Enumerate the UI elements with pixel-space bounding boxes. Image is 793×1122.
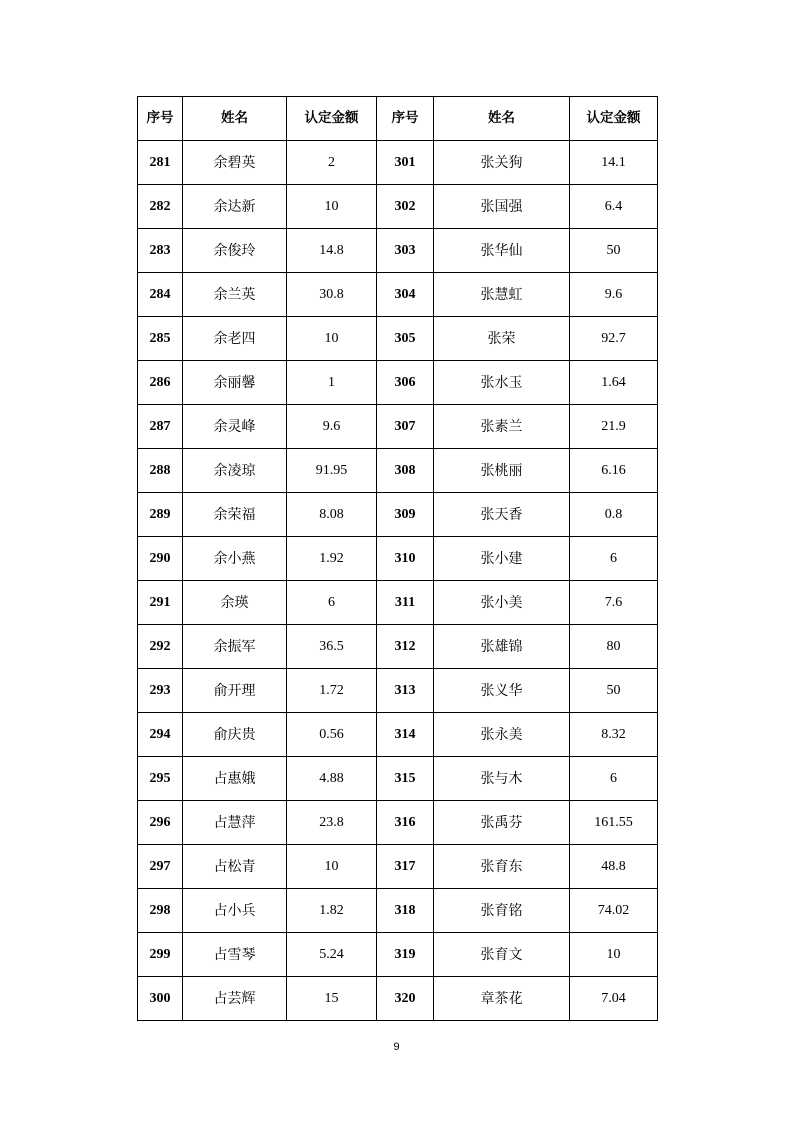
person-name-right: 张天香 (434, 493, 570, 537)
person-name-right: 张育东 (434, 845, 570, 889)
recognized-amount-left: 91.95 (287, 449, 377, 493)
person-name-right: 张与木 (434, 757, 570, 801)
table-row (138, 185, 658, 229)
serial-number-right: 313 (377, 669, 434, 713)
serial-number-right: 318 (377, 889, 434, 933)
recognized-amount-right: 7.6 (570, 581, 658, 625)
header-amount-right: 认定金额 (570, 97, 658, 141)
serial-number-right: 303 (377, 229, 434, 273)
serial-number-left: 284 (138, 273, 183, 317)
person-name-right: 张国强 (434, 185, 570, 229)
recognized-amount-left: 1.72 (287, 669, 377, 713)
person-name-left: 余俊玲 (183, 229, 287, 273)
recognized-amount-right: 80 (570, 625, 658, 669)
person-name-right: 张素兰 (434, 405, 570, 449)
table-row (138, 405, 658, 449)
person-name-right: 张育文 (434, 933, 570, 977)
recognized-amount-left: 0.56 (287, 713, 377, 757)
recognized-amount-right: 7.04 (570, 977, 658, 1021)
recognized-amount-right: 9.6 (570, 273, 658, 317)
serial-number-left: 300 (138, 977, 183, 1021)
person-name-right: 章茶花 (434, 977, 570, 1021)
person-name-left: 余凌琼 (183, 449, 287, 493)
serial-number-right: 320 (377, 977, 434, 1021)
serial-number-right: 316 (377, 801, 434, 845)
recognized-amount-right: 6 (570, 757, 658, 801)
recognized-amount-left: 6 (287, 581, 377, 625)
serial-number-left: 282 (138, 185, 183, 229)
recognized-amount-right: 6.4 (570, 185, 658, 229)
serial-number-right: 317 (377, 845, 434, 889)
table-row (138, 537, 658, 581)
serial-number-right: 305 (377, 317, 434, 361)
recognized-amount-left: 15 (287, 977, 377, 1021)
recognized-amount-right: 48.8 (570, 845, 658, 889)
person-name-right: 张育铭 (434, 889, 570, 933)
header-amount-left: 认定金额 (287, 97, 377, 141)
table-row (138, 801, 658, 845)
serial-number-right: 310 (377, 537, 434, 581)
table-row (138, 625, 658, 669)
table-row (138, 757, 658, 801)
person-name-left: 余小燕 (183, 537, 287, 581)
recognized-amount-left: 10 (287, 185, 377, 229)
person-name-left: 余兰英 (183, 273, 287, 317)
serial-number-left: 287 (138, 405, 183, 449)
table-row (138, 493, 658, 537)
recognized-amount-right: 21.9 (570, 405, 658, 449)
person-name-right: 张荣 (434, 317, 570, 361)
person-name-right: 张关狗 (434, 141, 570, 185)
table-row (138, 361, 658, 405)
serial-number-left: 294 (138, 713, 183, 757)
recognized-amount-right: 8.32 (570, 713, 658, 757)
serial-number-right: 315 (377, 757, 434, 801)
recognized-amount-left: 1 (287, 361, 377, 405)
person-name-left: 俞开理 (183, 669, 287, 713)
table-row (138, 845, 658, 889)
table-row (138, 889, 658, 933)
serial-number-right: 301 (377, 141, 434, 185)
person-name-right: 张小美 (434, 581, 570, 625)
recognized-amount-left: 5.24 (287, 933, 377, 977)
recognized-amount-left: 1.92 (287, 537, 377, 581)
table-row (138, 713, 658, 757)
person-name-left: 占惠娥 (183, 757, 287, 801)
table-header-row (138, 97, 658, 141)
recognized-amount-right: 50 (570, 669, 658, 713)
serial-number-left: 293 (138, 669, 183, 713)
recognized-amount-left: 1.82 (287, 889, 377, 933)
person-name-right: 张义华 (434, 669, 570, 713)
page-number: 9 (393, 1041, 400, 1053)
person-name-left: 余荣福 (183, 493, 287, 537)
serial-number-right: 306 (377, 361, 434, 405)
serial-number-right: 311 (377, 581, 434, 625)
serial-number-left: 292 (138, 625, 183, 669)
serial-number-left: 290 (138, 537, 183, 581)
table-row (138, 449, 658, 493)
person-name-right: 张禹芬 (434, 801, 570, 845)
serial-number-left: 297 (138, 845, 183, 889)
serial-number-right: 302 (377, 185, 434, 229)
recognized-amount-right: 0.8 (570, 493, 658, 537)
recognized-amount-left: 36.5 (287, 625, 377, 669)
person-name-right: 张雄锦 (434, 625, 570, 669)
table-row (138, 317, 658, 361)
table-row (138, 933, 658, 977)
recognized-amount-right: 50 (570, 229, 658, 273)
recognized-amount-left: 14.8 (287, 229, 377, 273)
serial-number-left: 285 (138, 317, 183, 361)
header-name-left: 姓名 (183, 97, 287, 141)
serial-number-left: 296 (138, 801, 183, 845)
serial-number-left: 288 (138, 449, 183, 493)
person-name-right: 张小建 (434, 537, 570, 581)
header-serial-right: 序号 (377, 97, 434, 141)
header-serial-left: 序号 (138, 97, 183, 141)
serial-number-left: 299 (138, 933, 183, 977)
recognized-amount-right: 6.16 (570, 449, 658, 493)
person-name-left: 余丽馨 (183, 361, 287, 405)
person-name-left: 占雪琴 (183, 933, 287, 977)
serial-number-left: 295 (138, 757, 183, 801)
serial-number-right: 304 (377, 273, 434, 317)
recognized-amount-left: 10 (287, 845, 377, 889)
header-name-right: 姓名 (434, 97, 570, 141)
person-name-left: 余瑛 (183, 581, 287, 625)
serial-number-right: 309 (377, 493, 434, 537)
person-name-left: 占小兵 (183, 889, 287, 933)
recognized-amount-right: 92.7 (570, 317, 658, 361)
serial-number-left: 283 (138, 229, 183, 273)
serial-number-left: 286 (138, 361, 183, 405)
person-name-left: 俞庆贵 (183, 713, 287, 757)
recognized-amount-left: 4.88 (287, 757, 377, 801)
person-name-left: 占芸辉 (183, 977, 287, 1021)
serial-number-right: 307 (377, 405, 434, 449)
table-body (138, 141, 658, 1021)
table-row (138, 669, 658, 713)
serial-number-left: 281 (138, 141, 183, 185)
recognized-amount-right: 6 (570, 537, 658, 581)
recognized-amount-right: 74.02 (570, 889, 658, 933)
recognized-amount-right: 14.1 (570, 141, 658, 185)
serial-number-right: 319 (377, 933, 434, 977)
table-row (138, 141, 658, 185)
table-row (138, 581, 658, 625)
serial-number-right: 314 (377, 713, 434, 757)
person-name-left: 占慧萍 (183, 801, 287, 845)
recognized-amount-right: 161.55 (570, 801, 658, 845)
serial-number-left: 298 (138, 889, 183, 933)
person-name-left: 余达新 (183, 185, 287, 229)
table-row (138, 977, 658, 1021)
person-name-left: 余振军 (183, 625, 287, 669)
recognized-amount-left: 9.6 (287, 405, 377, 449)
person-name-left: 余碧英 (183, 141, 287, 185)
person-name-left: 占松青 (183, 845, 287, 889)
recognized-amount-left: 30.8 (287, 273, 377, 317)
serial-number-right: 312 (377, 625, 434, 669)
person-name-left: 余灵峰 (183, 405, 287, 449)
person-name-right: 张水玉 (434, 361, 570, 405)
table-row (138, 229, 658, 273)
recognized-amount-right: 1.64 (570, 361, 658, 405)
serial-number-left: 289 (138, 493, 183, 537)
recognized-amount-left: 2 (287, 141, 377, 185)
person-name-right: 张华仙 (434, 229, 570, 273)
table-row (138, 273, 658, 317)
recognized-amount-left: 10 (287, 317, 377, 361)
recognized-amount-left: 8.08 (287, 493, 377, 537)
recognized-amount-right: 10 (570, 933, 658, 977)
person-name-right: 张桃丽 (434, 449, 570, 493)
person-name-left: 余老四 (183, 317, 287, 361)
serial-number-right: 308 (377, 449, 434, 493)
person-name-right: 张永美 (434, 713, 570, 757)
recognition-amount-table (137, 96, 658, 1021)
serial-number-left: 291 (138, 581, 183, 625)
recognized-amount-left: 23.8 (287, 801, 377, 845)
person-name-right: 张慧虹 (434, 273, 570, 317)
